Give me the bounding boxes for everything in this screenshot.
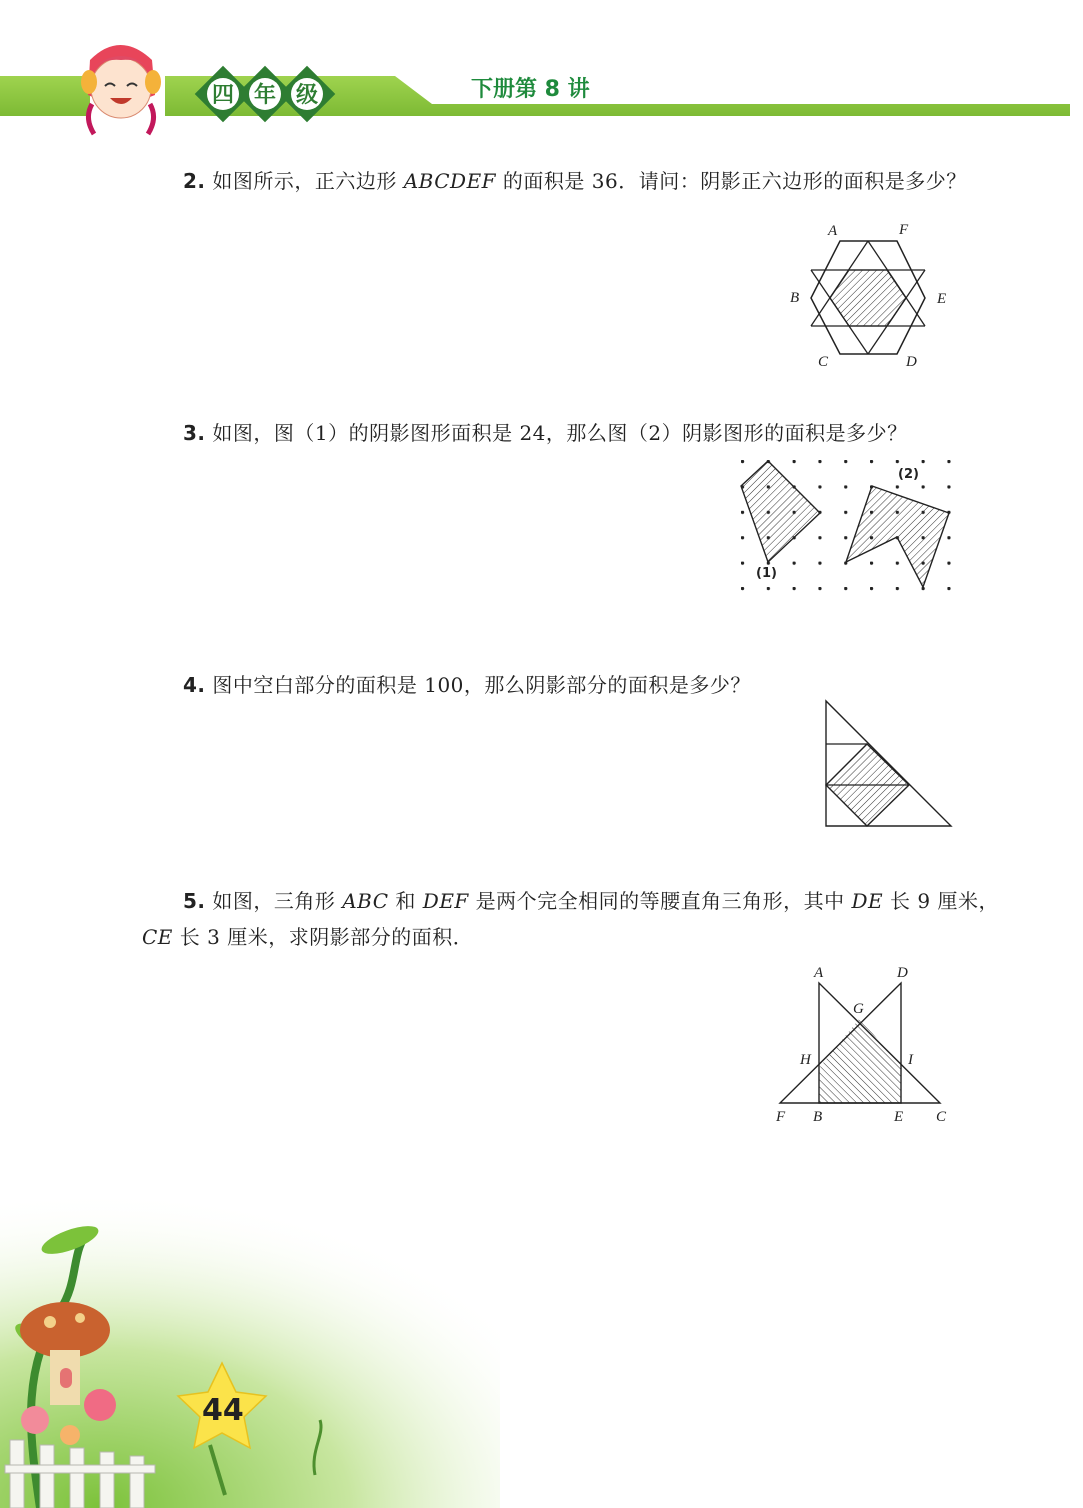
label-G: G bbox=[853, 1001, 864, 1017]
triangle-square-figure bbox=[815, 690, 960, 835]
header-band-left bbox=[0, 76, 90, 116]
question-5-de: DE bbox=[851, 889, 884, 913]
label-B: B bbox=[790, 290, 800, 306]
label-E: E bbox=[937, 291, 947, 307]
question-4 bbox=[183, 667, 751, 703]
question-2-text-a: 如图所示，正六边形 bbox=[212, 169, 404, 193]
question-5-number: 5. bbox=[183, 889, 206, 913]
label-F: F bbox=[899, 222, 909, 238]
label-C: C bbox=[818, 354, 829, 370]
question-5-def: DEF bbox=[422, 889, 469, 913]
label-A: A bbox=[814, 965, 824, 981]
question-5-line-1 bbox=[183, 883, 999, 919]
question-3-text: 如图，图（1）的阴影图形面积是 24，那么图（2）阴影图形的面积是多少？ bbox=[212, 421, 908, 445]
label-C: C bbox=[936, 1109, 947, 1125]
grade-char-2: 年 bbox=[253, 83, 276, 108]
shaded-region bbox=[819, 1018, 901, 1103]
question-5-text-3: 是两个完全相同的等腰直角三角形，其中 bbox=[468, 889, 852, 913]
question-2 bbox=[183, 163, 967, 199]
question-5-line-2 bbox=[142, 919, 473, 955]
question-2-text-c: 的面积是 36．请问：阴影正六边形的面积是多少？ bbox=[496, 169, 967, 193]
shaded-hexagon bbox=[830, 270, 906, 326]
label-figure-2: (2) bbox=[898, 467, 919, 482]
label-figure-1: (1) bbox=[756, 566, 777, 581]
question-5-ce: CE bbox=[142, 925, 173, 949]
flower-icon bbox=[21, 1406, 49, 1434]
label-H: H bbox=[800, 1052, 811, 1068]
overlapping-triangles-figure bbox=[765, 955, 960, 1130]
question-3-number: 3. bbox=[183, 421, 206, 445]
grade-char-1: 四 bbox=[211, 83, 234, 108]
label-D: D bbox=[897, 965, 908, 981]
label-B: B bbox=[813, 1109, 823, 1125]
label-I: I bbox=[908, 1052, 913, 1068]
mascot-girl-icon bbox=[81, 45, 161, 134]
question-5-abc: ABC bbox=[342, 889, 389, 913]
question-4-number: 4. bbox=[183, 673, 206, 697]
question-5-text-2: 和 bbox=[388, 889, 423, 913]
label-D: D bbox=[906, 354, 917, 370]
question-5-text-4: 长 9 厘米， bbox=[883, 889, 999, 913]
question-3 bbox=[183, 415, 908, 451]
label-F: F bbox=[776, 1109, 786, 1125]
header-band bbox=[0, 0, 1083, 140]
question-5-text-1: 如图，三角形 bbox=[212, 889, 343, 913]
question-4-text: 图中空白部分的面积是 100，那么阴影部分的面积是多少？ bbox=[212, 673, 751, 697]
big-triangle bbox=[826, 701, 951, 826]
label-E: E bbox=[894, 1109, 904, 1125]
page-number: 44 bbox=[202, 1393, 244, 1428]
question-2-number: 2. bbox=[183, 169, 206, 193]
question-2-text-b: ABCDEF bbox=[403, 169, 497, 193]
question-5-text-5: 长 3 厘米，求阴影部分的面积． bbox=[172, 925, 474, 949]
lecture-title: 下册第 8 讲 bbox=[471, 77, 590, 102]
hexagon-figure bbox=[780, 218, 955, 378]
label-A: A bbox=[828, 223, 838, 239]
grade-char-3: 级 bbox=[295, 83, 318, 108]
footer-illustration bbox=[0, 1190, 500, 1508]
dot-grid-figure bbox=[730, 450, 965, 600]
